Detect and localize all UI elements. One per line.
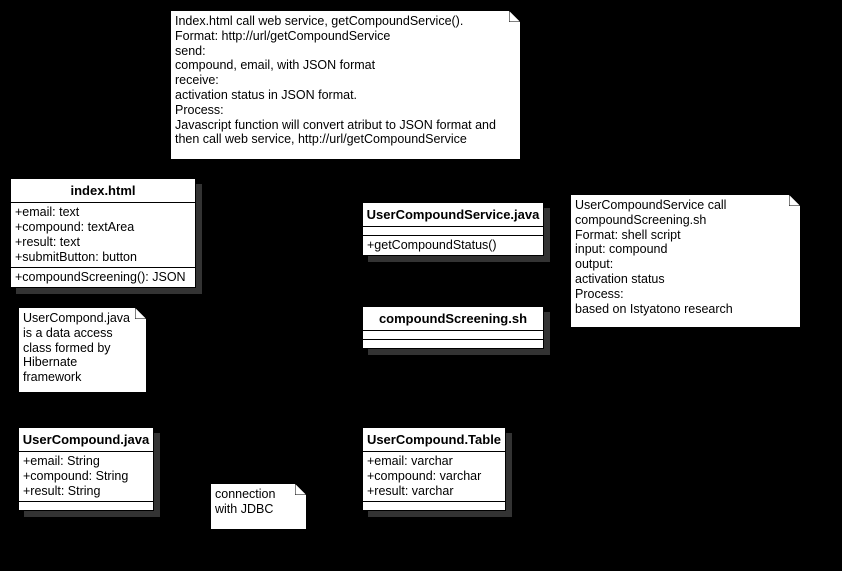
class-attribute: +compound: String bbox=[23, 469, 129, 483]
note-line: compound, email, with JSON format bbox=[175, 58, 376, 73]
class-operation: +getCompoundStatus() bbox=[367, 238, 497, 252]
note-fold-icon bbox=[789, 194, 801, 206]
note-fold-icon bbox=[509, 10, 521, 22]
class-user-compound-java[interactable] bbox=[18, 427, 154, 511]
note-line: output: bbox=[575, 257, 614, 272]
class-name: index.html bbox=[11, 179, 195, 203]
class-operations bbox=[19, 502, 153, 510]
note-data-access bbox=[18, 307, 147, 393]
class-attribute: +compound: textArea bbox=[15, 220, 135, 234]
class-compound-screening[interactable] bbox=[362, 306, 544, 349]
class-name: UserCompound.Table bbox=[363, 428, 505, 452]
class-user-compound-table[interactable] bbox=[362, 427, 506, 511]
class-operation: +compoundScreening(): JSON bbox=[15, 270, 186, 284]
class-attribute: +submitButton: button bbox=[15, 250, 137, 264]
note-line: UserCompoundService call bbox=[575, 198, 727, 212]
note-line: Javascript function will convert atribut to JSON format and bbox=[175, 117, 496, 132]
note-line: send: bbox=[175, 43, 206, 58]
class-attribute: +result: String bbox=[23, 484, 101, 498]
class-name: UserCompound.java bbox=[19, 428, 153, 452]
note-fold-icon bbox=[295, 483, 307, 495]
class-user-compound-service[interactable] bbox=[362, 202, 544, 256]
class-operations bbox=[363, 502, 505, 510]
class-attributes bbox=[11, 203, 195, 268]
note-line: compoundScreening.sh bbox=[575, 212, 707, 227]
note-line: UserCompond.java bbox=[23, 311, 130, 325]
class-attribute: +email: text bbox=[15, 205, 80, 219]
class-index-html[interactable] bbox=[10, 178, 196, 288]
note-line: Process: bbox=[175, 102, 224, 117]
class-attributes bbox=[363, 452, 505, 502]
class-attributes bbox=[363, 331, 543, 340]
note-line: then call web service, http://url/getCompoundService bbox=[175, 132, 467, 147]
class-attribute: +email: String bbox=[23, 454, 100, 468]
class-operations bbox=[363, 340, 543, 348]
class-attribute: +result: text bbox=[15, 235, 80, 249]
note-shell-script bbox=[570, 194, 801, 328]
note-line: is a data access bbox=[23, 325, 113, 340]
note-line: Index.html call web service, getCompoundService(). bbox=[175, 14, 464, 28]
note-fold-icon bbox=[135, 307, 147, 319]
note-line: receive: bbox=[175, 73, 219, 88]
note-line: framework bbox=[23, 370, 82, 385]
class-operations bbox=[11, 268, 195, 287]
class-operations bbox=[363, 236, 543, 255]
class-attribute: +compound: varchar bbox=[367, 469, 482, 483]
class-name: compoundScreening.sh bbox=[363, 307, 543, 331]
note-line: connection bbox=[215, 487, 276, 501]
note-line: Process: bbox=[575, 286, 624, 301]
class-attribute: +email: varchar bbox=[367, 454, 453, 468]
note-line: class formed by bbox=[23, 340, 111, 355]
class-name: UserCompoundService.java bbox=[363, 203, 543, 227]
note-jdbc bbox=[210, 483, 307, 530]
note-line: Format: shell script bbox=[575, 227, 681, 242]
note-line: Hibernate bbox=[23, 355, 78, 370]
note-line: Format: http://url/getCompoundService bbox=[175, 28, 391, 43]
class-attributes bbox=[19, 452, 153, 502]
note-web-service bbox=[170, 10, 521, 160]
note-line: based on Istyatono research bbox=[575, 301, 733, 316]
class-attributes bbox=[363, 227, 543, 236]
note-line: activation status bbox=[575, 271, 665, 286]
class-attribute: +result: varchar bbox=[367, 484, 454, 498]
note-line: activation status in JSON format. bbox=[175, 87, 358, 102]
note-line: input: compound bbox=[575, 242, 668, 257]
note-line: with JDBC bbox=[215, 501, 274, 516]
